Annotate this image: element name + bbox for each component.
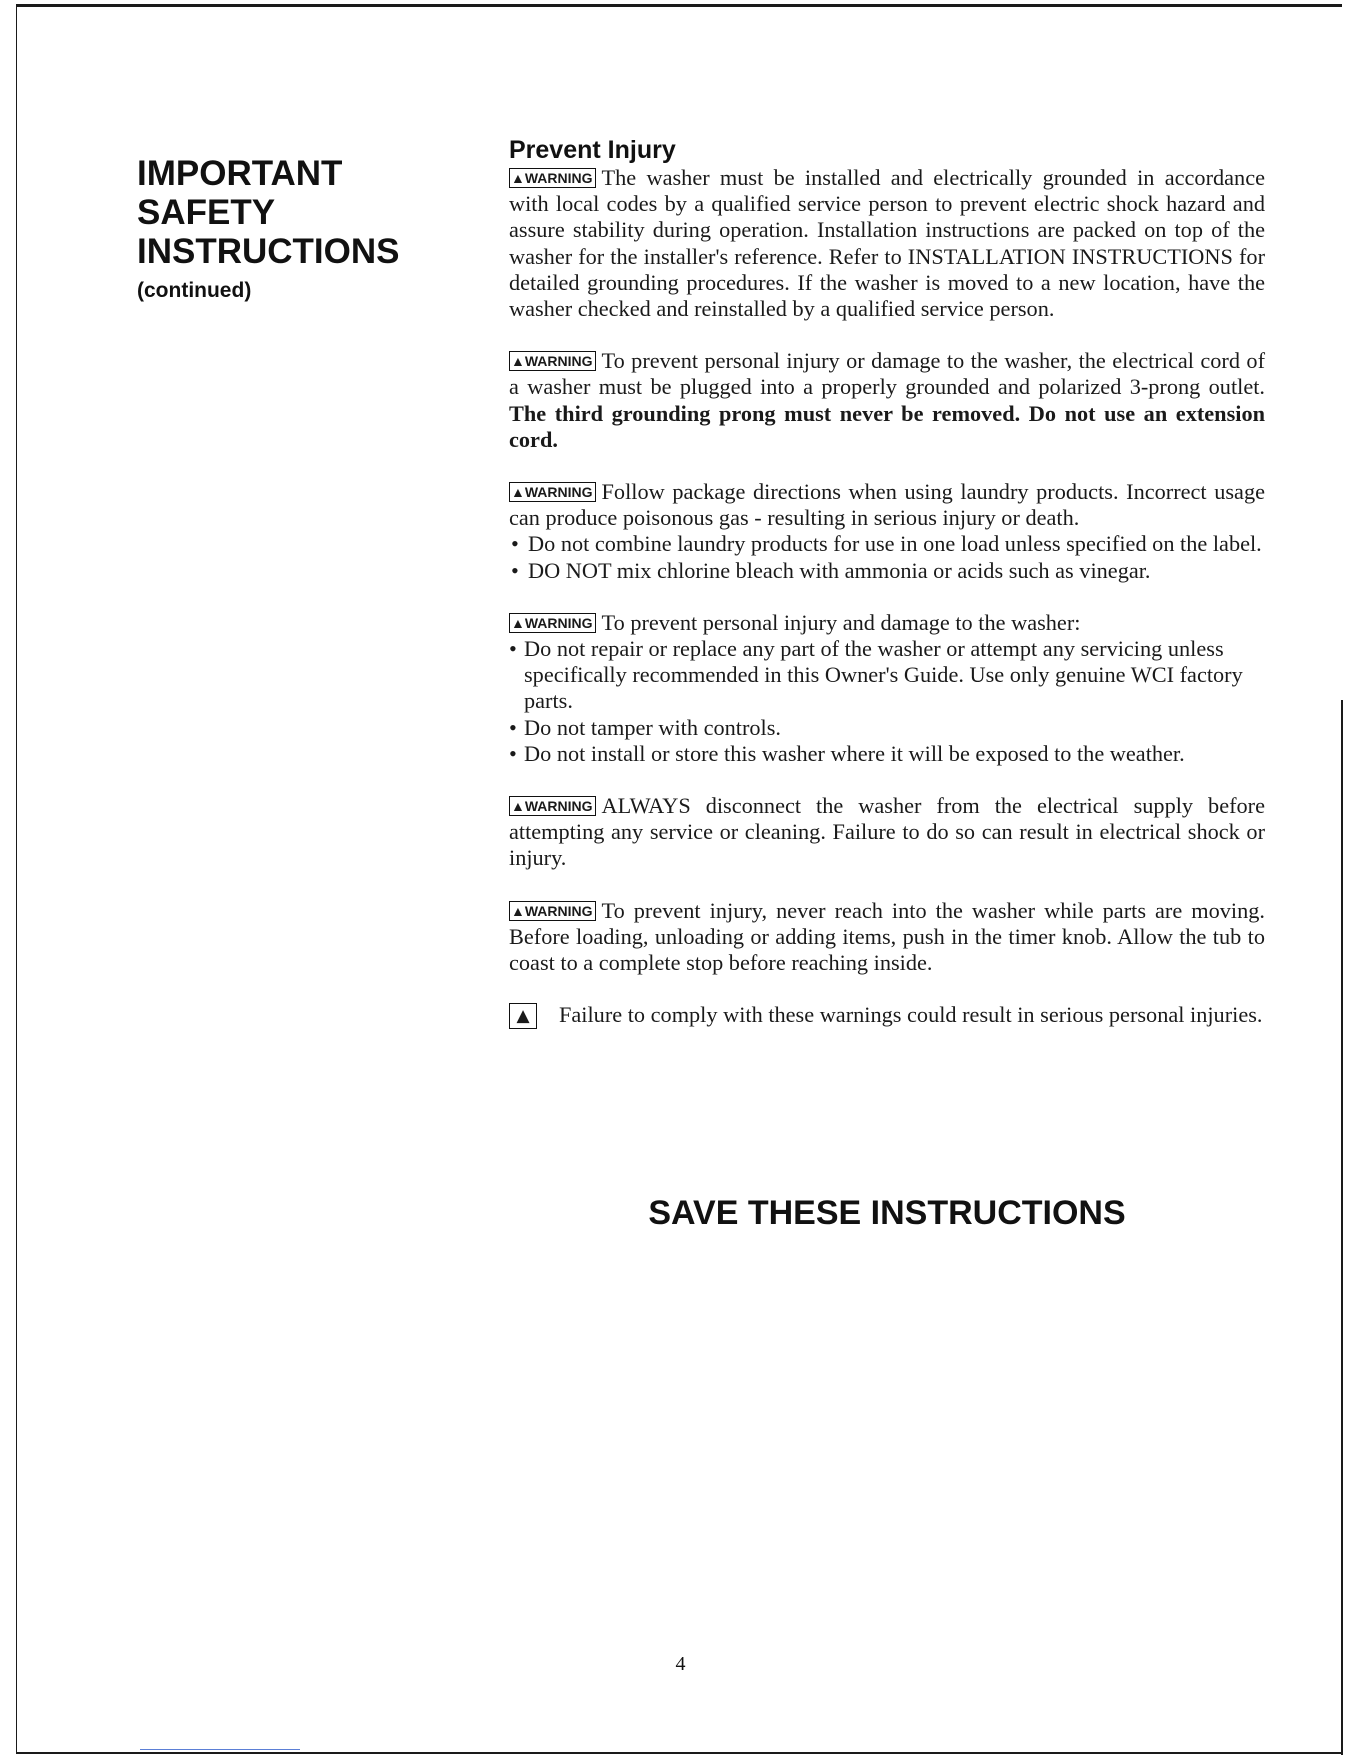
warning-paragraph — [509, 165, 1265, 322]
scan-artifact-line — [140, 1749, 300, 1750]
paragraph-text: To prevent injury, never reach into the washer while parts are moving. Before loading, unloading or adding items, push in the timer knob. Allow the tub to coast to a complete stop before reaching inside. — [509, 897, 1265, 976]
paragraph-text: To prevent personal injury and damage to the washer: — [601, 609, 1081, 635]
page-border-right — [1341, 700, 1343, 1755]
warning-badge-label: WARNING — [524, 353, 593, 370]
warning-paragraph — [509, 793, 1265, 872]
bullet-list — [509, 636, 1265, 767]
warning-badge — [509, 901, 596, 921]
warning-badge-label: WARNING — [524, 484, 593, 501]
warning-paragraph — [509, 479, 1265, 584]
warning-triangle-icon: ▲ — [511, 484, 525, 501]
sidebar-title — [137, 154, 437, 271]
sidebar-title-line: SAFETY — [137, 193, 276, 232]
warning-triangle-icon: ▲ — [511, 170, 525, 186]
warning-badge — [509, 796, 596, 816]
page-border-top — [16, 4, 1342, 7]
warning-badge — [509, 168, 596, 188]
warning-badge-label: WARNING — [524, 170, 593, 186]
page-border-bottom — [16, 1752, 1342, 1754]
sidebar-subtitle: (continued) — [137, 279, 252, 302]
warning-triangle-icon: ▲ — [511, 353, 525, 370]
paragraph-bold-text: The third grounding prong must never be removed. Do not use an extension cord. — [509, 400, 1265, 452]
save-instructions-heading: SAVE THESE INSTRUCTIONS — [648, 1194, 1126, 1232]
warning-badge — [509, 351, 596, 371]
list-item: • DO NOT mix chlorine bleach with ammonia or acids such as vinegar. — [509, 558, 1265, 584]
list-item: • Do not install or store this washer where it will be exposed to the weather. — [509, 741, 1265, 767]
sidebar-title-line: INSTRUCTIONS — [137, 232, 400, 271]
warning-triangle-icon: ▲ — [511, 798, 525, 815]
alert-paragraph — [509, 1002, 1265, 1029]
warning-triangle-icon: ▲ — [511, 902, 525, 919]
page-border-left — [16, 4, 17, 1754]
main-content — [509, 136, 1265, 1029]
paragraph-text: To prevent personal injury or damage to the washer, the electrical cord of a washer must be plugged into a properly grounded and polarized 3-prong outlet. — [509, 348, 1265, 400]
list-item: • Do not repair or replace any part of the washer or attempt any servicing unless specifically recommended in this Owner's Guide. Use only genuine WCI factory parts. — [509, 636, 1265, 715]
warning-paragraph — [509, 610, 1265, 767]
paragraph-text: Follow package directions when using laundry products. Incorrect usage can produce poisonous gas - resulting in serious injury or death. — [509, 479, 1265, 531]
list-item: • Do not tamper with controls. — [509, 715, 1265, 741]
bullet-list — [509, 531, 1265, 583]
warning-badge — [509, 482, 596, 502]
warning-badge-label: WARNING — [524, 614, 593, 631]
page-number: 4 — [675, 1653, 686, 1675]
warning-badge — [509, 613, 596, 633]
warning-paragraph — [509, 898, 1265, 977]
paragraph-text: The washer must be installed and electrically grounded in accordance with local codes by a qualified service person to prevent electric shock hazard and assure stability during operation. Installation instructions are packed on top of the washer for the installer's reference. Refer to INSTALLATION INSTRUCTIONS for detailed grounding procedures. If the washer is moved to a new location, have the washer checked and reinstalled by a qualified service person. — [509, 165, 1265, 322]
section-heading: Prevent Injury — [509, 136, 676, 164]
paragraph-text: Failure to comply with these warnings could result in serious personal injuries. — [559, 1002, 1263, 1028]
list-item: • Do not combine laundry products for use in one load unless specified on the label. — [509, 531, 1265, 557]
warning-paragraph — [509, 348, 1265, 453]
warning-badge-label: WARNING — [524, 902, 593, 919]
paragraph-text: ALWAYS disconnect the washer from the electrical supply before attempting any service or cleaning. Failure to do so can result in electrical shock or injury. — [509, 793, 1265, 871]
warning-badge-label: WARNING — [524, 798, 593, 815]
alert-triangle-icon: ▲ — [509, 1003, 537, 1029]
warning-triangle-icon: ▲ — [511, 614, 525, 631]
sidebar-title-line: IMPORTANT — [137, 154, 343, 193]
